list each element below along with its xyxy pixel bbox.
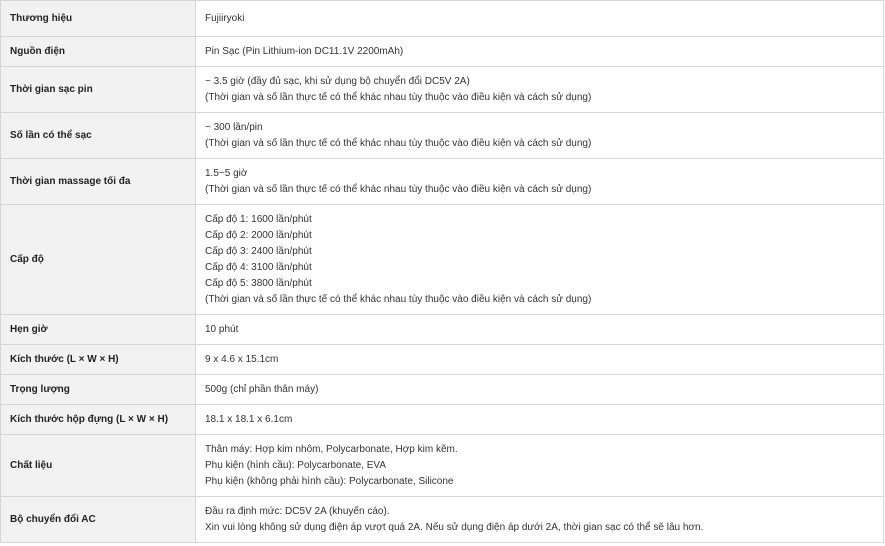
row-label: Kích thước (L × W × H) — [1, 345, 196, 375]
value-line: Fujiiryoki — [205, 12, 245, 24]
value-line: Cấp độ 1: 1600 lần/phút — [205, 213, 312, 225]
value-line: (Thời gian và số lần thực tế có thể khác nhau tùy thuộc vào điều kiện và cách sử dụng) — [205, 137, 592, 149]
value-line: Phụ kiện (hình cầu): Polycarbonate, EVA — [205, 459, 387, 471]
value-line: Xin vui lòng không sử dụng điện áp vượt quá 2A. Nếu sử dụng điện áp dưới 2A, thời gian sạc có thể sẽ lâu hơn. — [205, 521, 704, 533]
value-line: 18.1 x 18.1 x 6.1cm — [205, 413, 293, 425]
value-line: ~ 300 lần/pin — [205, 121, 263, 133]
row-label: Chất liệu — [1, 435, 196, 497]
row-label: Số lần có thể sạc — [1, 113, 196, 159]
table-row — [1, 435, 884, 497]
row-value — [196, 159, 884, 205]
row-value — [196, 37, 884, 67]
table-row — [1, 345, 884, 375]
table-row — [1, 1, 884, 37]
row-label: Thời gian massage tối đa — [1, 159, 196, 205]
table-row — [1, 497, 884, 543]
row-value — [196, 205, 884, 315]
row-value — [196, 375, 884, 405]
table-row — [1, 315, 884, 345]
row-value — [196, 315, 884, 345]
row-label: Cấp độ — [1, 205, 196, 315]
table-row — [1, 205, 884, 315]
value-line: Thân máy: Hợp kim nhôm, Polycarbonate, Hợp kim kẽm. — [205, 443, 458, 455]
row-value — [196, 497, 884, 543]
row-value — [196, 435, 884, 497]
row-value — [196, 67, 884, 113]
value-line: Phụ kiện (không phải hình cầu): Polycarbonate, Silicone — [205, 475, 454, 487]
value-line: Đầu ra định mức: DC5V 2A (khuyến cáo). — [205, 505, 390, 517]
value-line: Pin Sạc (Pin Lithium-ion DC11.1V 2200mAh) — [205, 45, 404, 57]
row-value — [196, 1, 884, 37]
value-line: (Thời gian và số lần thực tế có thể khác nhau tùy thuộc vào điều kiện và cách sử dụng) — [205, 183, 592, 195]
value-line: 500g (chỉ phần thân máy) — [205, 383, 319, 395]
table-row — [1, 159, 884, 205]
value-line: Cấp độ 3: 2400 lần/phút — [205, 245, 312, 257]
row-label: Nguồn điện — [1, 37, 196, 67]
value-line: 10 phút — [205, 323, 239, 335]
value-line: Cấp độ 4: 3100 lần/phút — [205, 261, 312, 273]
value-line: 1.5~5 giờ — [205, 167, 248, 179]
value-line: ~ 3.5 giờ (đầy đủ sạc, khi sử dụng bộ chuyển đổi DC5V 2A) — [205, 75, 470, 87]
table-row — [1, 113, 884, 159]
table-row — [1, 375, 884, 405]
row-value — [196, 405, 884, 435]
table-row — [1, 37, 884, 67]
row-value — [196, 113, 884, 159]
value-line: (Thời gian và số lần thực tế có thể khác nhau tùy thuộc vào điều kiện và cách sử dụng) — [205, 293, 592, 305]
value-line: Cấp độ 5: 3800 lần/phút — [205, 277, 312, 289]
row-label: Trọng lượng — [1, 375, 196, 405]
table-row — [1, 405, 884, 435]
row-value — [196, 345, 884, 375]
value-line: (Thời gian và số lần thực tế có thể khác nhau tùy thuộc vào điều kiện và cách sử dụng) — [205, 91, 592, 103]
row-label: Thời gian sạc pin — [1, 67, 196, 113]
row-label: Bộ chuyển đổi AC — [1, 497, 196, 543]
value-line: Cấp độ 2: 2000 lần/phút — [205, 229, 312, 241]
table-row — [1, 67, 884, 113]
row-label: Kích thước hộp đựng (L × W × H) — [1, 405, 196, 435]
value-line: 9 x 4.6 x 15.1cm — [205, 353, 279, 365]
row-label: Hẹn giờ — [1, 315, 196, 345]
row-label: Thương hiệu — [1, 1, 196, 37]
